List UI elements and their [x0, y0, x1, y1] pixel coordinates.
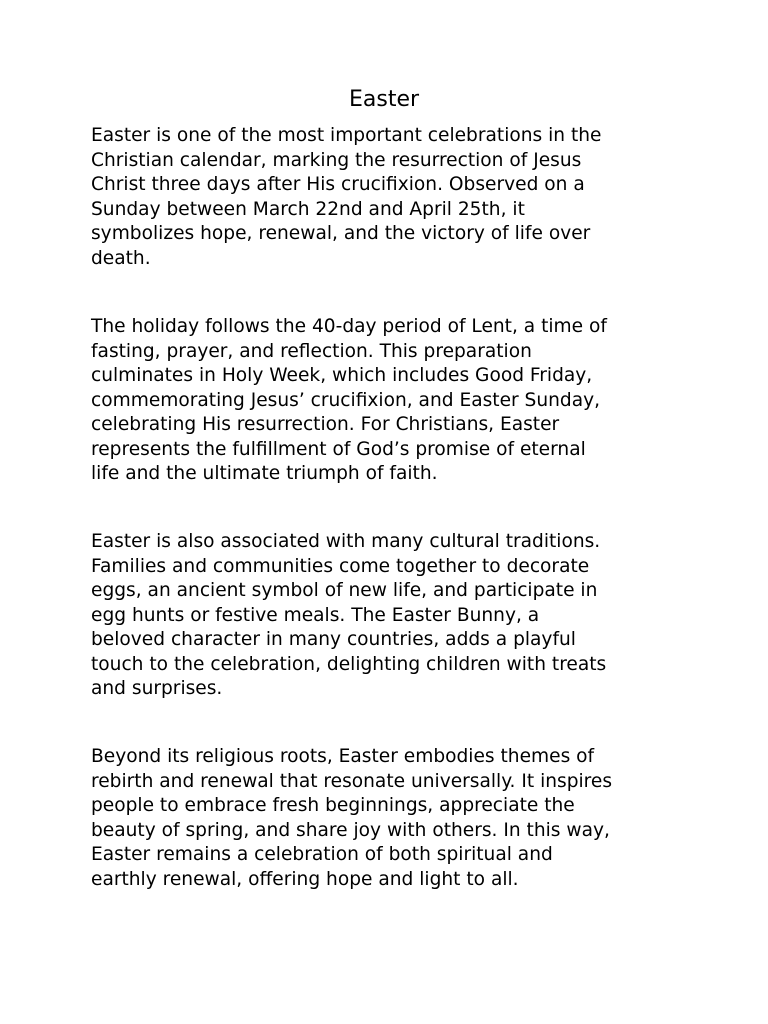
document-title: Easter — [348, 87, 420, 112]
paragraph-intro: Easter is one of the most important celebrations in the Christian calendar, marking the resurrection of Jesus Christ three days after His crucifixion. Observed on a Sunday between March 22nd and April 25th, it symbolizes hope, renewal, and the victory of life over death. — [91, 125, 602, 269]
paragraph-lent: The holiday follows the 40-day period of Lent, a time of fasting, prayer, and reflection. This preparation culminates in Holy Week, which includes Good Friday, commemorating Jesus’ crucifixion, and Easter Sunday, celebrating His resurrection. For Christians, Easter represents the fulfillment of God’s promise of eternal life and the ultimate triumph of faith. — [91, 316, 607, 484]
paragraph-themes: Beyond its religious roots, Easter embodies themes of rebirth and renewal that resonate universally. It inspires people to embrace fresh beginnings, appreciate the beauty of spring, and share joy with others. In this way, Easter remains a celebration of both spiritual and earthly renewal, offering hope and light to all. — [91, 746, 613, 890]
paragraph-traditions: Easter is also associated with many cultural traditions. Families and communities come together to decorate eggs, an ancient symbol of new life, and participate in egg hunts or festive meals. The Easter Bunny, a beloved character in many countries, adds a playful touch to the celebration, delighting children with treats and surprises. — [91, 531, 607, 699]
